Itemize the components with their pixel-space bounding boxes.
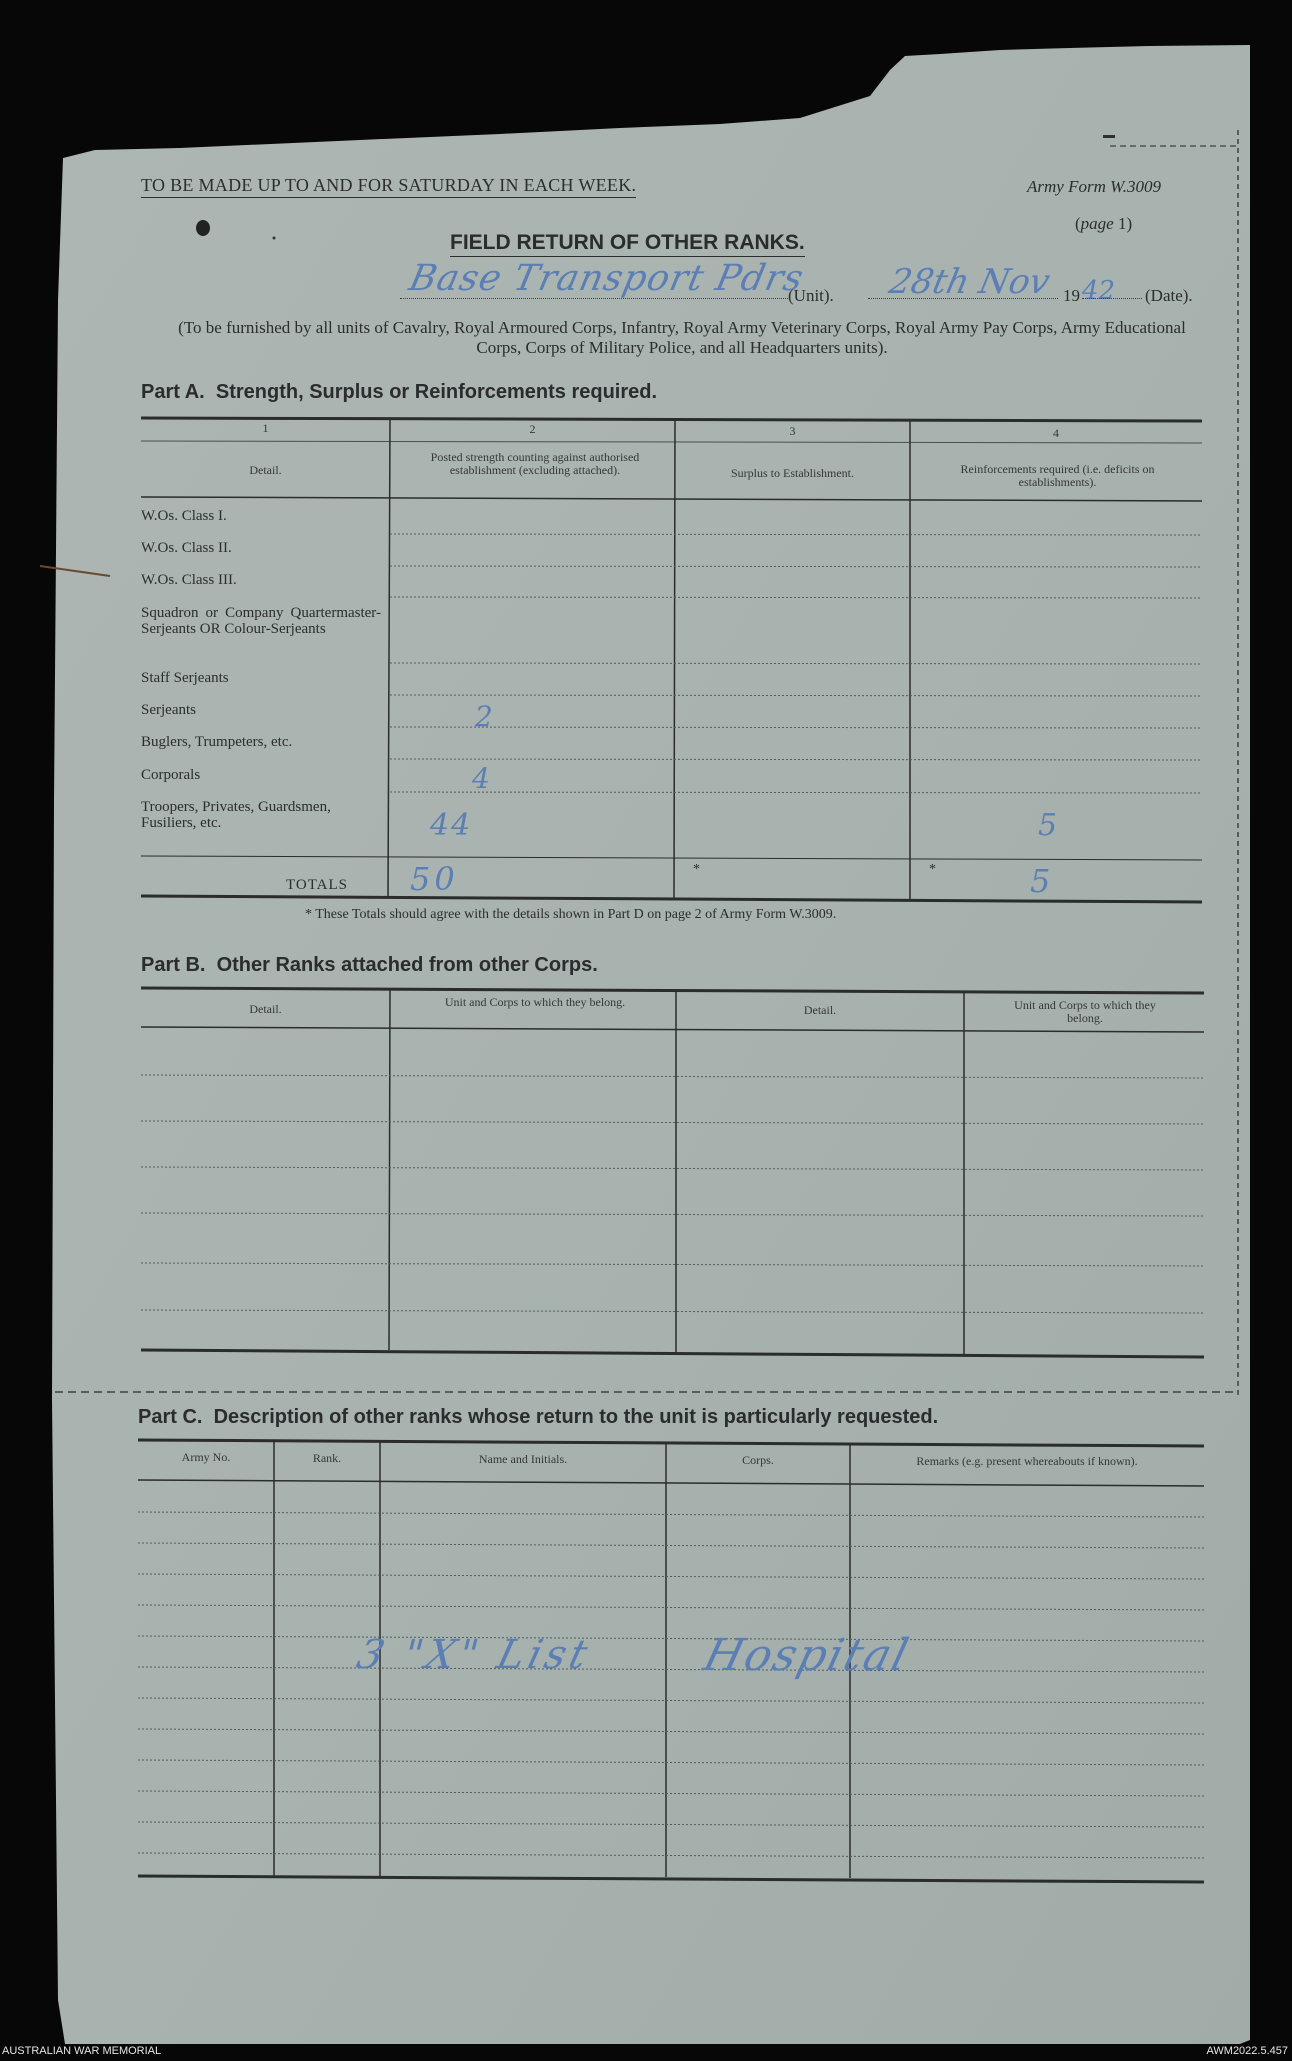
row-label-serjeants: Serjeants xyxy=(141,702,196,718)
furnish-note: (To be furnished by all units of Cavalry, Royal Armoured Corps, Infantry, Royal Army Veterinary Corps, Royal Army Pay Corps, Army Educational Corps, Corps of Military Police, and all Headquarters units). xyxy=(178,318,1186,357)
row-label-staff-serjeants: Staff Serjeants xyxy=(141,670,229,686)
part-a-header-reinforcements: Reinforcements required (i.e. deficits on establishments). xyxy=(960,462,1155,489)
part-b-label: Part B. xyxy=(141,954,206,976)
unit-handwriting: Base Transport Pdrs xyxy=(405,258,808,299)
page-indicator: (page 1) xyxy=(1075,214,1133,233)
part-c-header-rank: Rank. xyxy=(312,1451,342,1465)
year-handwriting: 42 xyxy=(1082,276,1116,306)
row-label-troopers: Troopers, Privates, Guardsmen, Fusiliers, etc. xyxy=(141,799,331,831)
page-number: 1 xyxy=(1117,214,1127,233)
part-a-header-posted: Posted strength counting against authorised establishment (excluding attached). xyxy=(430,450,640,477)
totals-reinforcements-value: 5 xyxy=(1030,862,1051,900)
part-c-header-name: Name and Initials. xyxy=(478,1452,568,1466)
part-a-footnote: * These Totals should agree with the details shown in Part D on page 2 of Army Form W.3009. xyxy=(305,907,837,922)
totals-surplus-asterisk: * xyxy=(693,862,700,877)
troopers-posted-value: 44 xyxy=(430,808,473,843)
row-label-buglers: Buglers, Trumpeters, etc. xyxy=(141,734,293,750)
week-instruction: TO BE MADE UP TO AND FOR SATURDAY IN EACH WEEK. xyxy=(141,175,636,198)
part-b-title: Other Ranks attached from other Corps. xyxy=(216,954,598,976)
totals-reinforcements-asterisk: * xyxy=(929,862,936,877)
part-b-header-detail-1: Detail. xyxy=(249,1002,282,1016)
part-a-label: Part A. xyxy=(141,381,205,403)
page-label: page xyxy=(1080,214,1114,233)
totals-posted-value: 50 xyxy=(410,860,459,898)
part-c-handwriting-hospital: Hospital xyxy=(698,1630,916,1681)
part-c-handwriting-list: 3 "X" List xyxy=(352,1632,596,1678)
archive-institution: AUSTRALIAN WAR MEMORIAL xyxy=(2,2045,162,2057)
part-a-col-2-num: 2 xyxy=(529,422,536,436)
date-handwriting: 28th Nov xyxy=(885,262,1054,302)
part-c-title: Description of other ranks whose return to the unit is particularly requested. xyxy=(213,1406,939,1428)
corporals-posted-value: 4 xyxy=(472,762,490,795)
troopers-reinforcements-value: 5 xyxy=(1038,808,1058,843)
part-b-header-unit-1: Unit and Corps to which they belong. xyxy=(444,995,626,1009)
row-label-corporals: Corporals xyxy=(141,767,201,783)
unit-label: (Unit). xyxy=(788,286,834,305)
row-label-wo-class-1: W.Os. Class I. xyxy=(141,508,227,524)
part-c-header-corps: Corps. xyxy=(742,1453,774,1467)
form-number: Army Form W.3009 xyxy=(1027,177,1161,196)
part-c-label: Part C. xyxy=(138,1406,203,1428)
row-label-cqms: Squadron or Company Quartermaster-Serjeants OR Colour-Serjeants xyxy=(141,605,381,637)
part-c-header-remarks: Remarks (e.g. present whereabouts if known). xyxy=(916,1454,1138,1468)
date-label: (Date). xyxy=(1145,286,1193,305)
part-a-header-detail: Detail. xyxy=(249,463,282,477)
part-a-col-1-num: 1 xyxy=(262,421,269,435)
part-a-title: Strength, Surplus or Reinforcements required. xyxy=(215,381,658,403)
part-a-col-3-num: 3 xyxy=(789,424,796,438)
serjeants-posted-value: 2 xyxy=(475,700,493,733)
part-c-header-army-no: Army No. xyxy=(181,1450,231,1464)
row-label-wo-class-3: W.Os. Class III. xyxy=(141,572,237,588)
part-a-header-surplus: Surplus to Establishment. xyxy=(731,466,854,480)
row-label-wo-class-2: W.Os. Class II. xyxy=(141,540,232,556)
year-prefix: 19 xyxy=(1063,286,1080,305)
archive-reference: AWM2022.5.457 xyxy=(1206,2045,1288,2057)
part-b-header-detail-2: Detail. xyxy=(803,1003,837,1017)
part-a-col-4-num: 4 xyxy=(1053,426,1059,440)
part-b-header-unit-2: Unit and Corps to which they belong. xyxy=(1014,998,1156,1025)
totals-label: TOTALS xyxy=(286,877,349,893)
form-title: FIELD RETURN OF OTHER RANKS. xyxy=(450,231,805,257)
